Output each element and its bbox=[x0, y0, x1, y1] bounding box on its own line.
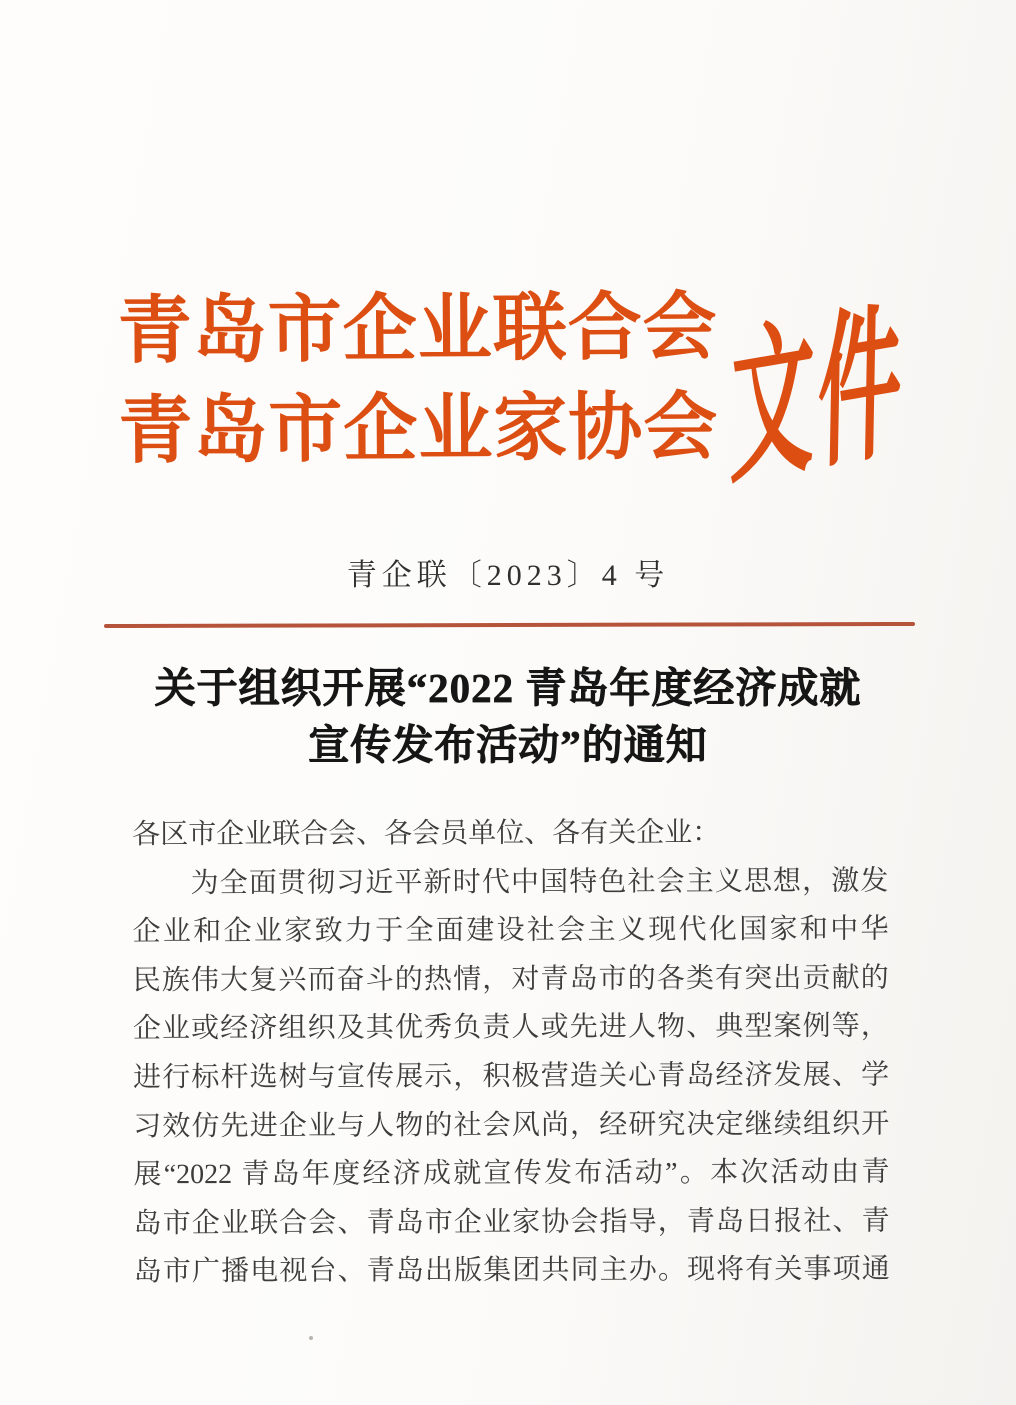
org-name-line2: 青岛市企业家协会 bbox=[118, 386, 719, 474]
body-line: 岛市企业联合会、青岛市企业家协会指导，青岛日报社、青 bbox=[133, 1205, 890, 1240]
document-title bbox=[0, 660, 1016, 774]
doc-type-label: 文件 bbox=[728, 290, 907, 505]
body-line: 民族伟大复兴而奋斗的热情，对青岛市的各类有突出贡献的 bbox=[132, 962, 889, 997]
body-line: 展“2022 青岛年度经济成就宣传发布活动”。本次活动由青 bbox=[133, 1156, 890, 1191]
body-line: 习效仿先进企业与人物的社会风尚，经研究决定继续组织开 bbox=[133, 1108, 890, 1142]
scan-speck bbox=[309, 1336, 313, 1340]
document-title-line1: 关于组织开展“2022 青岛年度经济成就 bbox=[154, 665, 862, 711]
body-line: 岛市广播电视台、青岛出版集团共同主办。现将有关事项通 bbox=[133, 1254, 890, 1288]
body-paragraph bbox=[132, 809, 890, 1298]
letterhead-org-names bbox=[117, 278, 718, 482]
body-salutation: 各区市企业联合会、各会员单位、各有关企业： bbox=[132, 817, 721, 851]
red-divider-line bbox=[104, 622, 915, 628]
body-line: 为全面贯彻习近平新时代中国特色社会主义思想，激发 bbox=[132, 865, 889, 899]
body-line: 企业和企业家致力于全面建设社会主义现代化国家和中华 bbox=[132, 913, 889, 948]
doc-number: 青企联〔2023〕4 号 bbox=[346, 559, 670, 592]
org-name-line1: 青岛市企业联合会 bbox=[117, 286, 718, 374]
body-line: 企业或经济组织及其优秀负责人或先进人物、典型案例等， bbox=[132, 1011, 889, 1045]
body-line: 进行标杆选树与宣传展示，积极营造关心青岛经济发展、学 bbox=[133, 1059, 890, 1094]
document-title-line2: 宣传发布活动”的通知 bbox=[308, 722, 708, 768]
